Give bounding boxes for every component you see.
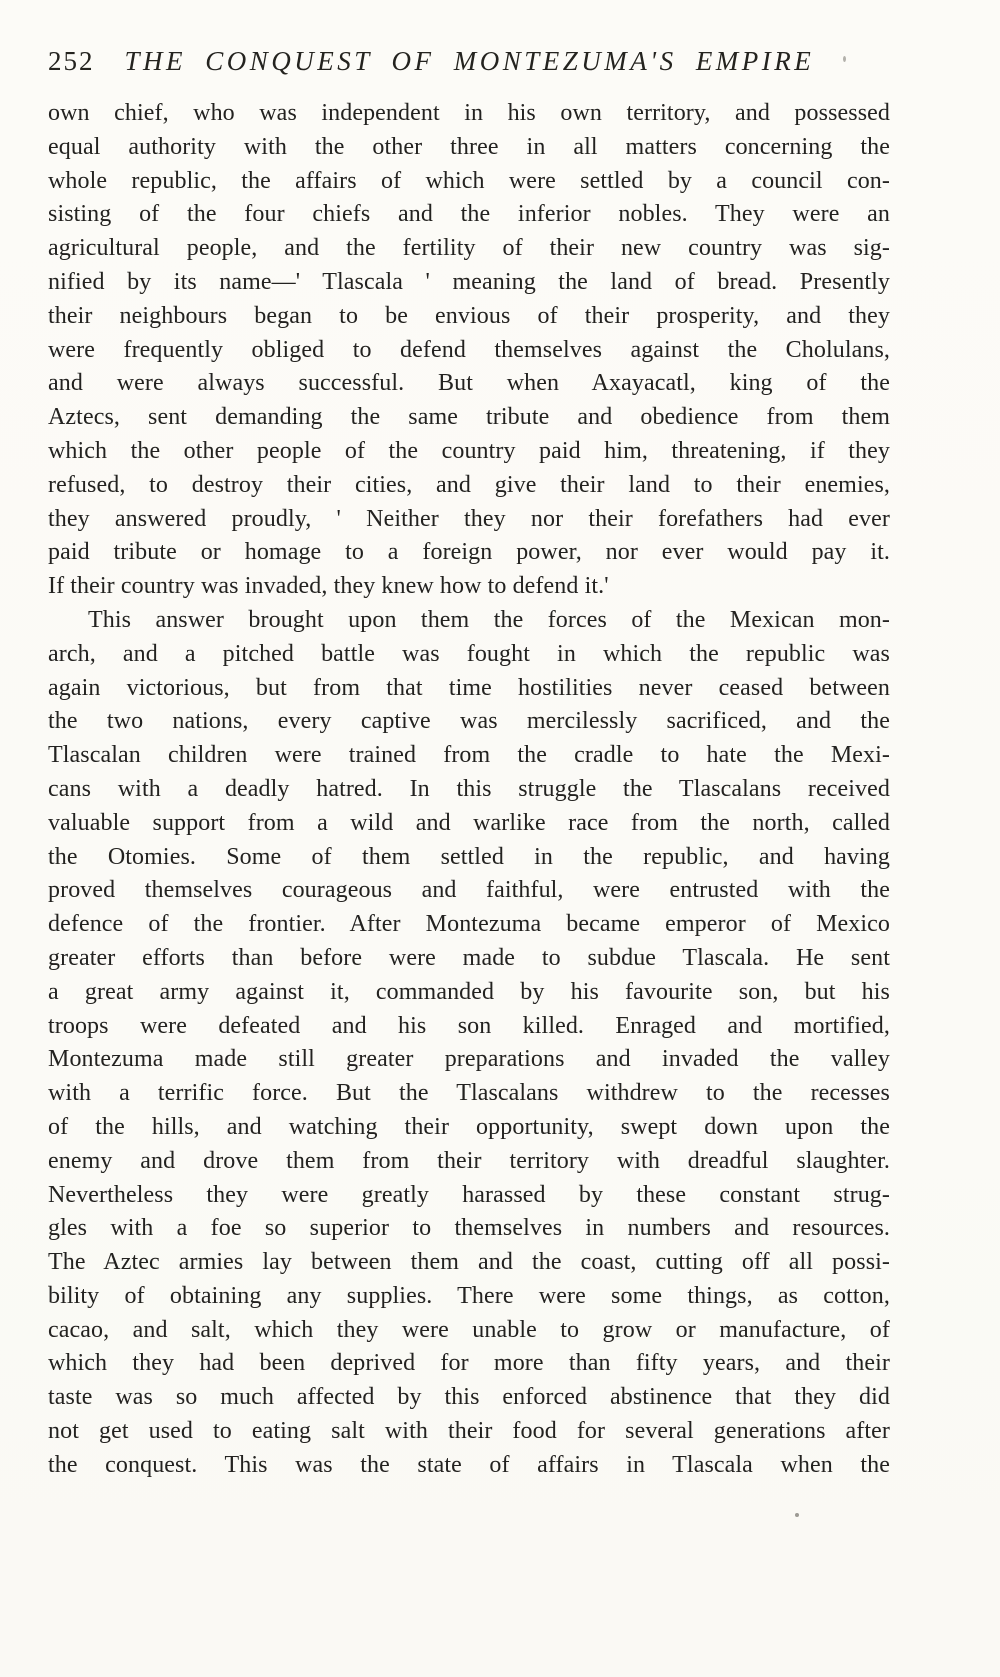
text-line: with a terrific force. But the Tlascalans withdrew to the recesses [48,1080,890,1107]
text-line: sisting of the four chiefs and the inferior nobles. They were an [48,201,890,228]
text-line: troops were defeated and his son killed. Enraged and mortified, [48,1012,890,1039]
text-line: the Otomies. Some of them settled in the republic, and having [48,843,890,870]
page-number: 252 [48,46,95,76]
text-line: they answered proudly, ' Neither they nor their forefathers had ever [48,505,890,532]
text-line: gles with a foe so superior to themselves in numbers and resources. [48,1215,890,1242]
text-line: equal authority with the other three in all matters concerning the [48,133,890,160]
text-line: arch, and a pitched battle was fought in which the republic was [48,640,890,667]
text-line: their neighbours began to be envious of their prosperity, and they [48,302,890,329]
text-line: paid tribute or homage to a foreign power, nor ever would pay it. [48,539,890,566]
text-line: cans with a deadly hatred. In this struggle the Tlascalans received [48,775,890,802]
running-title: THE CONQUEST OF MONTEZUMA'S EMPIRE [124,46,815,76]
text-line: proved themselves courageous and faithful, were entrusted with the [48,877,890,904]
text-line: again victorious, but from that time hostilities never ceased between [48,674,890,701]
text-line: cacao, and salt, which they were unable to grow or manufacture, of [48,1316,890,1343]
text-line: defence of the frontier. After Montezuma became emperor of Mexico [48,911,890,938]
text-line: whole republic, the affairs of which were settled by a council con- [48,167,890,194]
text-line: greater efforts than before were made to subdue Tlascala. He sent [48,944,890,971]
text-line: a great army against it, commanded by his favourite son, but his [48,978,890,1005]
text-line: and were always successful. But when Axayacatl, king of the [48,370,890,397]
text-line: This answer brought upon them the forces of the Mexican mon- [88,606,890,633]
text-line: nified by its name—' Tlascala ' meaning the land of bread. Presently [48,268,890,295]
text-line: refused, to destroy their cities, and give their land to their enemies, [48,471,890,498]
text-line: If their country was invaded, they knew how to defend it.' [48,573,609,600]
scan-artifact [843,56,846,62]
text-line: own chief, who was independent in his own territory, and possessed [48,100,890,126]
text-line: were frequently obliged to defend themselves against the Cholulans, [48,336,890,363]
text-line: Montezuma made still greater preparations and invaded the valley [48,1046,890,1073]
text-line: agricultural people, and the fertility of their new country was sig- [48,235,890,262]
page-body [48,97,890,1483]
text-line: which the other people of the country paid him, threatening, if they [48,437,890,464]
text-line: of the hills, and watching their opportunity, swept down upon the [48,1113,890,1140]
text-line: the conquest. This was the state of affairs in Tlascala when the [48,1451,890,1478]
text-line: the two nations, every captive was mercilessly sacrificed, and the [48,708,890,735]
text-line: valuable support from a wild and warlike race from the north, called [48,809,890,836]
text-line: not get used to eating salt with their food for several generations after [48,1418,890,1445]
text-line: Nevertheless they were greatly harassed by these constant strug- [48,1181,890,1208]
text-line: bility of obtaining any supplies. There were some things, as cotton, [48,1282,890,1309]
page-header [48,46,890,77]
text-line: Tlascalan children were trained from the cradle to hate the Mexi- [48,742,890,769]
scan-artifact [795,1513,799,1517]
text-line: The Aztec armies lay between them and the coast, cutting off all possi- [48,1249,890,1276]
text-line: which they had been deprived for more than fifty years, and their [48,1350,890,1377]
text-line: Aztecs, sent demanding the same tribute and obedience from them [48,404,890,431]
text-line: enemy and drove them from their territory with dreadful slaughter. [48,1147,890,1174]
text-line: taste was so much affected by this enforced abstinence that they did [48,1384,890,1411]
